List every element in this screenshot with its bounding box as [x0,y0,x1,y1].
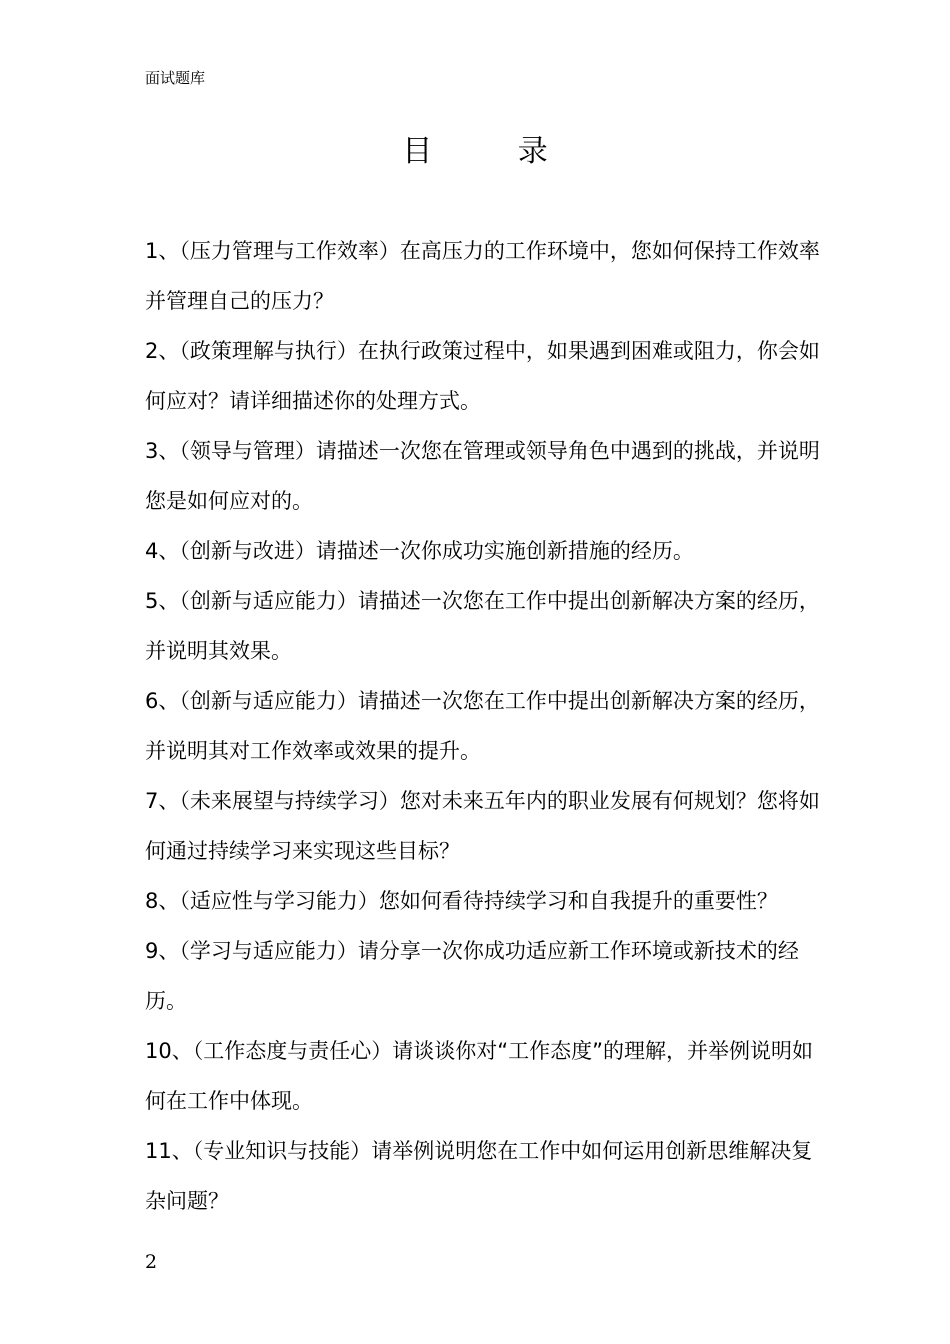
toc-item-7: 7、（未来展望与持续学习）您对未来五年内的职业发展有何规划？您将如何通过持续学习来实现这些目标？ [145,789,820,863]
toc-list [145,226,825,1226]
page-header: 面试题库 [145,69,206,87]
toc-item-5: 5、（创新与适应能力）请描述一次您在工作中提出创新解决方案的经历，并说明其效果。 [145,589,820,663]
toc-item-3: 3、（领导与管理）请描述一次您在管理或领导角色中遇到的挑战，并说明您是如何应对的。 [145,439,820,513]
page-number: 2 [145,1251,158,1273]
toc-item-4: 4、（创新与改进）请描述一次你成功实施创新措施的经历。 [145,539,694,563]
toc-item-8: 8、（适应性与学习能力）您如何看待持续学习和自我提升的重要性？ [145,889,778,913]
toc-item-6: 6、（创新与适应能力）请描述一次您在工作中提出创新解决方案的经历，并说明其对工作效率或效果的提升。 [145,689,820,763]
toc-item-2: 2、（政策理解与执行）在执行政策过程中，如果遇到困难或阻力，你会如何应对？请详细描述你的处理方式。 [145,339,820,413]
page-title: 目 录 [402,134,586,169]
toc-item-11: 11、（专业知识与技能）请举例说明您在工作中如何运用创新思维解决复杂问题？ [145,1139,813,1213]
toc-item-9: 9、（学习与适应能力）请分享一次你成功适应新工作环境或新技术的经历。 [145,939,799,1013]
toc-item-10: 10、（工作态度与责任心）请谈谈你对“工作态度”的理解，并举例说明如何在工作中体现。 [145,1039,813,1113]
toc-item-1: 1、（压力管理与工作效率）在高压力的工作环境中，您如何保持工作效率并管理自己的压力？ [145,239,820,313]
